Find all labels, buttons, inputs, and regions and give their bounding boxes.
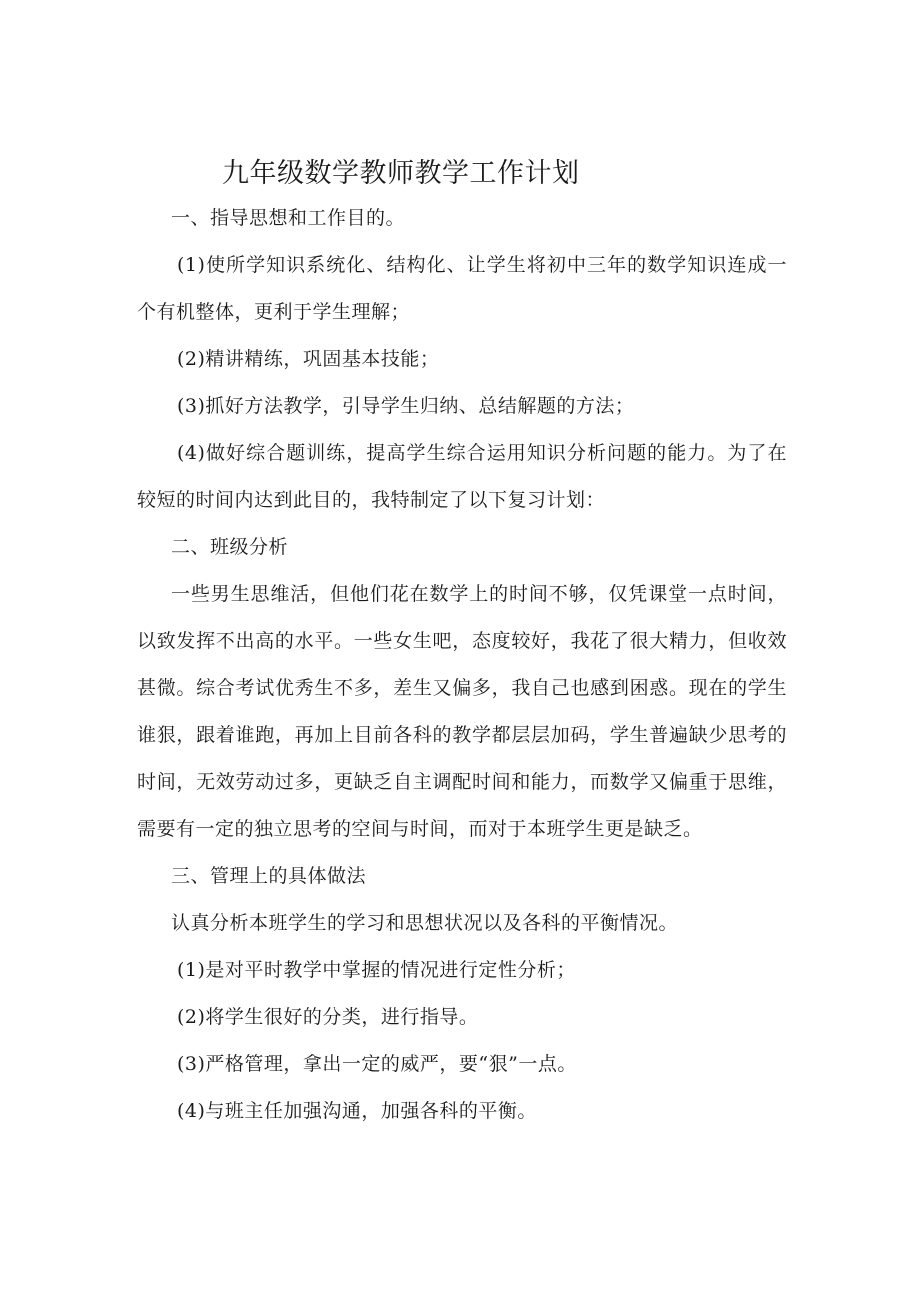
list-item-management-2: (2)将学生很好的分类，进行指导。 xyxy=(177,1006,479,1028)
section-heading-guiding-ideas: 一、指导思想和工作目的。 xyxy=(171,207,406,229)
list-item-goal-3: (3)抓好方法教学，引导学生归纳、总结解题的方法； xyxy=(177,395,635,417)
list-item-management-3: (3)严格管理，拿出一定的威严，要“狠”一点。 xyxy=(177,1053,577,1075)
list-item-goal-4: (4)做好综合题训练，提高学生综合运用知识分析问题的能力。为了在较短的时间内达到此目的，我特制定了以下复习计划： xyxy=(137,442,787,511)
document-title: 九年级数学教师教学工作计划 xyxy=(222,158,580,189)
list-item-management-4: (4)与班主任加强沟通，加强各科的平衡。 xyxy=(177,1100,537,1122)
list-item-goal-2: (2)精讲精练，巩固基本技能； xyxy=(177,348,440,370)
paragraph-class-analysis: 一些男生思维活，但他们花在数学上的时间不够，仅凭课堂一点时间，以致发挥不出高的水平。一些女生吧，态度较好，我花了很大精力，但收效甚微。综合考试优秀生不多，差生又偏多，我自己也感到困惑。现在的学生谁狠，跟着谁跑，再加上目前各科的教学都层层加码，学生普遍缺少思考的时间，无效劳动过多，更缺乏自主调配时间和能力，而数学又偏重于思维，需要有一定的独立思考的空间与时间，而对于本班学生更是缺乏。 xyxy=(137,583,787,840)
document-body xyxy=(137,195,787,1135)
section-heading-class-analysis: 二、班级分析 xyxy=(171,536,289,558)
paragraph-management-intro: 认真分析本班学生的学习和思想状况以及各科的平衡情况。 xyxy=(171,912,679,934)
list-item-goal-1: (1)使所学知识系统化、结构化、让学生将初中三年的数学知识连成一个有机整体，更利于学生理解； xyxy=(137,254,787,323)
list-item-management-1: (1)是对平时教学中掌握的情况进行定性分析； xyxy=(177,959,576,981)
section-heading-management: 三、管理上的具体做法 xyxy=(171,865,367,887)
